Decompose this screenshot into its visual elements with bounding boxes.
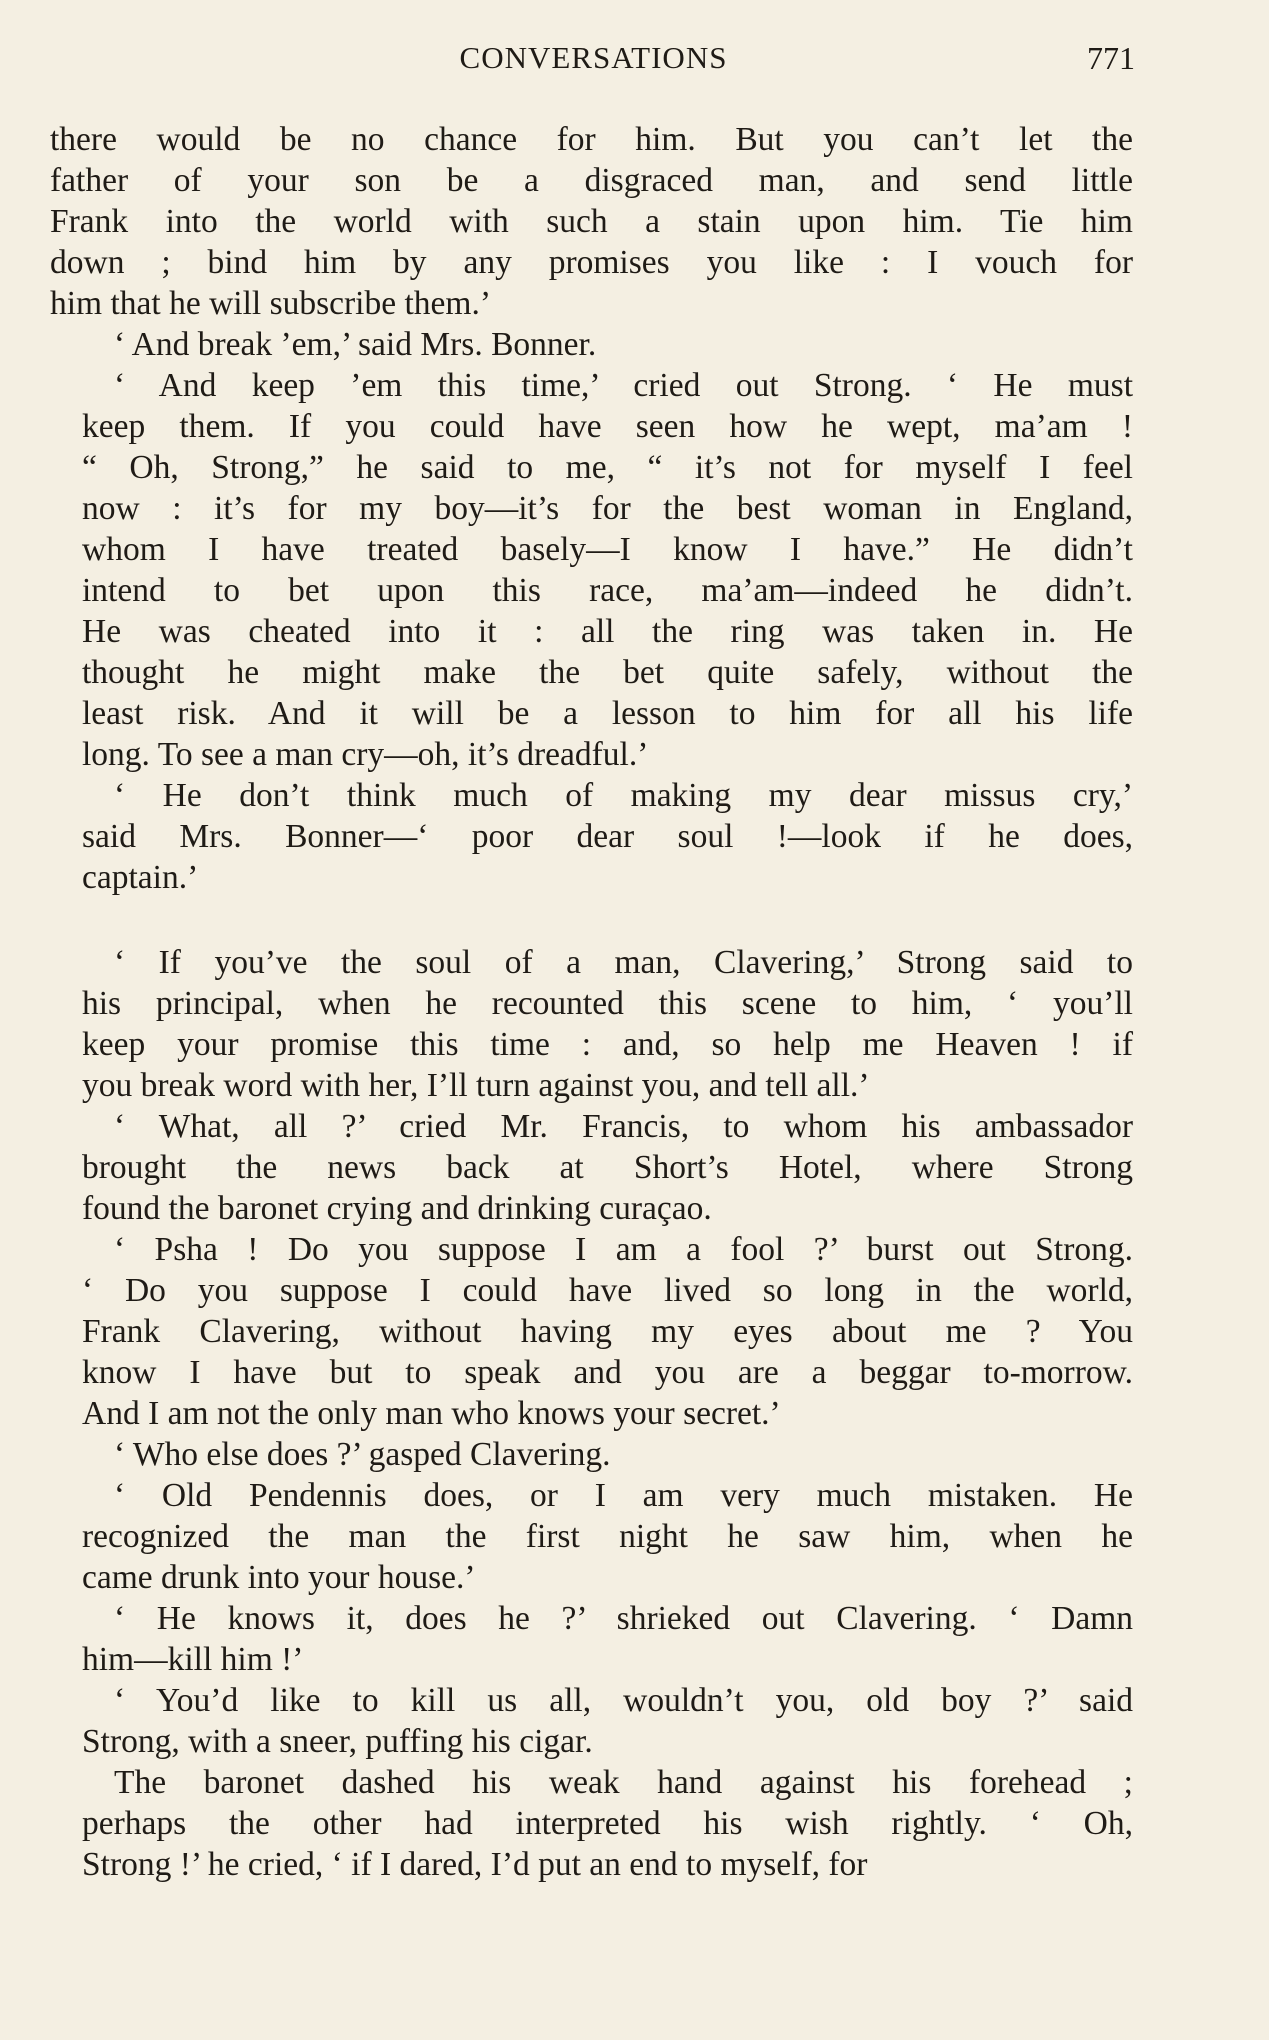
text-line: father of your son be a disgraced man, and send little	[50, 162, 1133, 199]
text-line: whom I have treated basely—I know I have.” He didn’t	[82, 531, 1133, 568]
text-line: ‘ Old Pendennis does, or I am very much mistaken. He	[114, 1477, 1133, 1514]
text-line: captain.’	[82, 859, 199, 896]
text-line: “ Oh, Strong,” he said to me, “ it’s not for myself I feel	[82, 449, 1133, 486]
text-block-lower	[50, 942, 1133, 1885]
text-line: down ; bind him by any promises you like : I vouch for	[50, 244, 1133, 281]
text-line: keep them. If you could have seen how he wept, ma’am !	[82, 408, 1133, 445]
text-line: said Mrs. Bonner—‘ poor dear soul !—look if he does,	[82, 818, 1133, 855]
text-line: ‘ Do you suppose I could have lived so long in the world,	[82, 1272, 1133, 1309]
text-line: know I have but to speak and you are a beggar to-morrow.	[82, 1354, 1133, 1391]
paragraph	[50, 1229, 1133, 1434]
text-line: intend to bet upon this race, ma’am—indeed he didn’t.	[82, 572, 1133, 609]
text-line: keep your promise this time : and, so help me Heaven ! if	[82, 1026, 1133, 1063]
text-line: Frank into the world with such a stain upon him. Tie him	[50, 203, 1133, 240]
text-line: ‘ What, all ?’ cried Mr. Francis, to whom his ambassador	[114, 1108, 1133, 1145]
text-line: ‘ If you’ve the soul of a man, Clavering,’ Strong said to	[114, 944, 1133, 981]
text-line: him—kill him !’	[82, 1641, 304, 1678]
paragraph	[50, 942, 1133, 1106]
text-line: The baronet dashed his weak hand against his forehead ;	[114, 1764, 1133, 1801]
text-line: Frank Clavering, without having my eyes about me ? You	[82, 1313, 1133, 1350]
text-line: ‘ Psha ! Do you suppose I am a fool ?’ burst out Strong.	[114, 1231, 1133, 1268]
text-line: came drunk into your house.’	[82, 1559, 476, 1596]
paragraph	[50, 1106, 1133, 1229]
text-line: found the baronet crying and drinking curaçao.	[82, 1190, 712, 1227]
running-title: CONVERSATIONS	[459, 40, 728, 75]
text-line: And I am not the only man who knows your secret.’	[82, 1395, 781, 1432]
text-line: him that he will subscribe them.’	[50, 285, 491, 322]
text-line: brought the news back at Short’s Hotel, where Strong	[82, 1149, 1133, 1186]
text-line: He was cheated into it : all the ring was taken in. He	[82, 613, 1133, 650]
text-line: long. To see a man cry—oh, it’s dreadful.’	[82, 736, 649, 773]
paragraph	[50, 1475, 1133, 1598]
paragraph	[50, 1680, 1133, 1762]
text-line: you break word with her, I’ll turn against you, and tell all.’	[82, 1067, 870, 1104]
text-line: ‘ He don’t think much of making my dear missus cry,’	[114, 777, 1133, 814]
text-line: ‘ He knows it, does he ?’ shrieked out Clavering. ‘ Damn	[114, 1600, 1133, 1637]
text-line: ‘ And break ’em,’ said Mrs. Bonner.	[114, 326, 597, 363]
text-line: Strong !’ he cried, ‘ if I dared, I’d put an end to myself, for	[82, 1846, 868, 1883]
page-number: 771	[1087, 40, 1135, 76]
text-line: perhaps the other had interpreted his wish rightly. ‘ Oh,	[82, 1805, 1133, 1842]
text-block-upper	[50, 119, 1133, 898]
text-line: Strong, with a sneer, puffing his cigar.	[82, 1723, 593, 1760]
paragraph	[50, 324, 1133, 365]
paragraph	[50, 365, 1133, 775]
running-head	[52, 40, 1135, 84]
text-line: there would be no chance for him. But you can’t let the	[50, 121, 1133, 158]
paragraph	[50, 1434, 1133, 1475]
text-line: ‘ You’d like to kill us all, wouldn’t you, old boy ?’ said	[114, 1682, 1133, 1719]
text-line: now : it’s for my boy—it’s for the best woman in England,	[82, 490, 1133, 527]
paragraph	[50, 119, 1133, 324]
paragraph	[50, 1762, 1133, 1885]
text-line: ‘ Who else does ?’ gasped Clavering.	[114, 1436, 611, 1473]
text-line: recognized the man the first night he saw him, when he	[82, 1518, 1133, 1555]
text-line: thought he might make the bet quite safely, without the	[82, 654, 1133, 691]
text-line: ‘ And keep ’em this time,’ cried out Strong. ‘ He must	[114, 367, 1133, 404]
text-line: least risk. And it will be a lesson to him for all his life	[82, 695, 1133, 732]
paragraph	[50, 775, 1133, 898]
text-line: his principal, when he recounted this scene to him, ‘ you’ll	[82, 985, 1133, 1022]
paragraph	[50, 1598, 1133, 1680]
